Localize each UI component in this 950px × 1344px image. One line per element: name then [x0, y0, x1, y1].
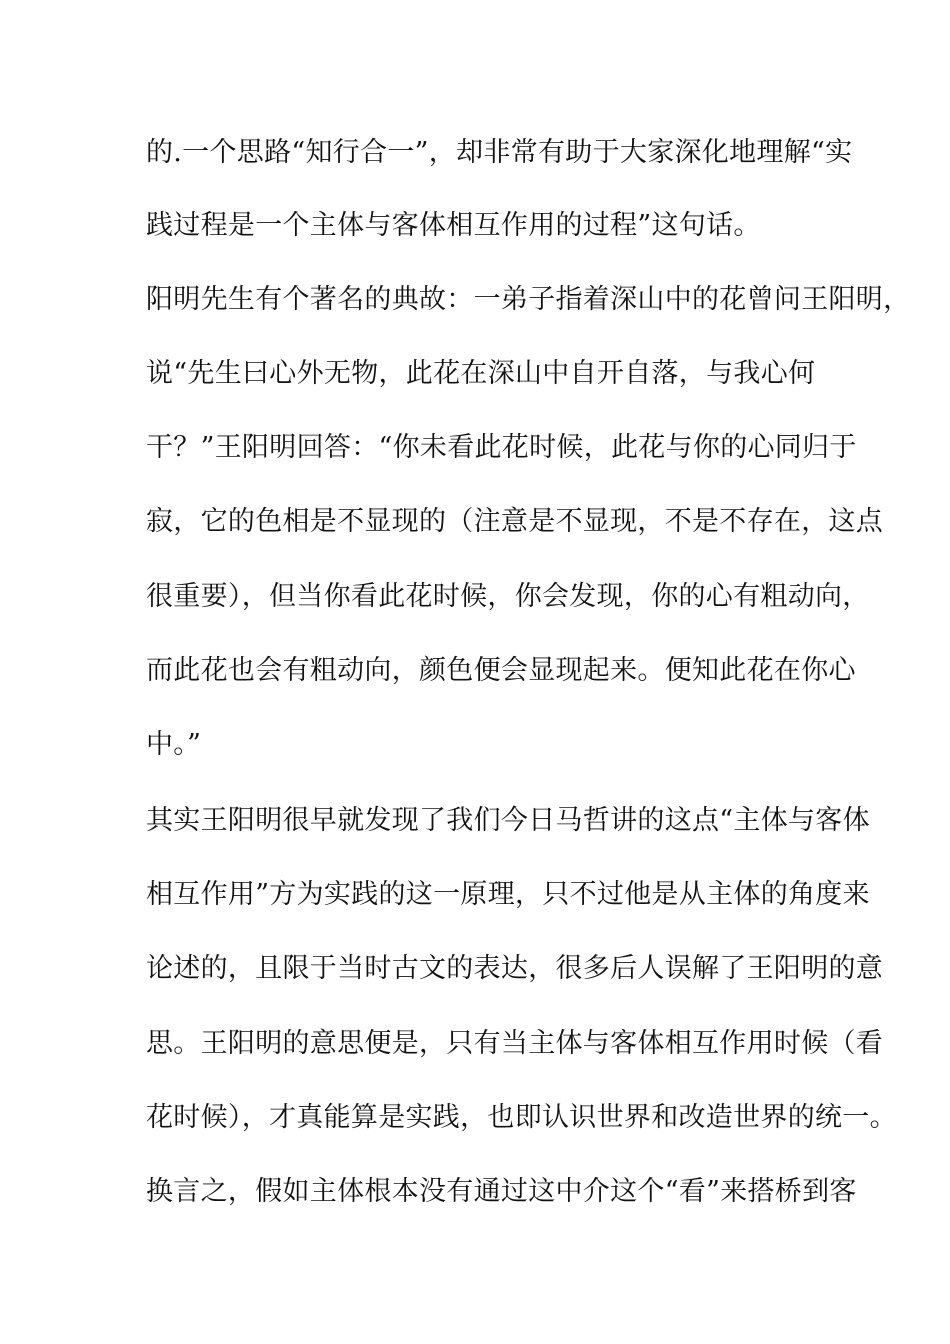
text-line: 践过程是一个主体与客体相互作用的过程”这句话。 — [146, 210, 761, 241]
text-line: 中。” — [146, 729, 202, 760]
text-line: 阳明先生有个著名的典故：一弟子指着深山中的花曾问王阳明， — [146, 284, 911, 315]
text-line: 而此花也会有粗动向，颜色便会显现起来。便知此花在你心 — [146, 655, 856, 686]
text-line: 干？”王阳明回答：“你未看此花时候，此花与你的心同归于 — [146, 432, 857, 463]
text-line: 相互作用”方为实践的这一原理，只不过他是从主体的角度来 — [146, 879, 870, 910]
text-line: 思。王阳明的意思便是，只有当主体与客体相互作用时候（看 — [146, 1028, 884, 1059]
text-line: 很重要），但当你看此花时候，你会发现，你的心有粗动向， — [146, 581, 870, 612]
text-line: 的.一个思路“知行合一”，却非常有助于大家深化地理解“实 — [146, 137, 853, 168]
text-line: 花时候），才真能算是实践，也即认识世界和改造世界的统一。 — [146, 1102, 897, 1133]
text-line: 寂，它的色相是不显现的（注意是不显现，不是不存在，这点 — [146, 506, 884, 537]
text-line: 说“先生曰心外无物，此花在深山中自开自落，与我心何 — [146, 358, 816, 389]
text-line: 换言之，假如主体根本没有通过这中介这个“看”来搭桥到客 — [146, 1176, 857, 1207]
text-line: 论述的，且限于当时古文的表达，很多后人误解了王阳明的意 — [146, 953, 884, 984]
text-line: 其实王阳明很早就发现了我们今日马哲讲的这点“主体与客体 — [146, 805, 870, 836]
